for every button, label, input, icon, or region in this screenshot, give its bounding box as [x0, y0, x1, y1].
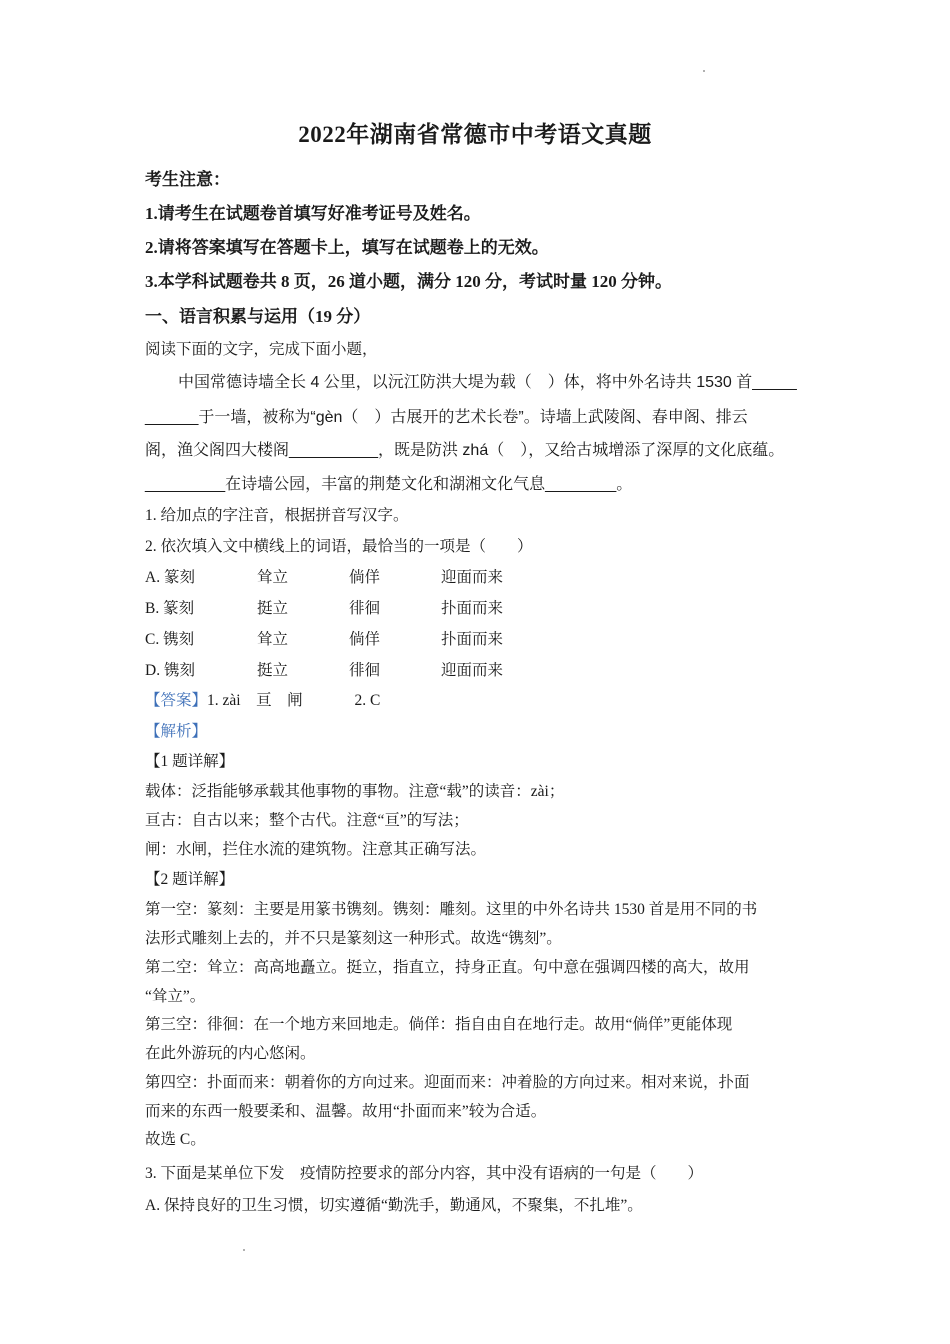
option-word: 耸立	[257, 569, 289, 586]
section-heading: 一、语言积累与运用（19 分）	[145, 307, 371, 326]
option-word: 迎面而来	[441, 569, 504, 586]
question-1: 1. 给加点的字注音，根据拼音写汉字。	[145, 507, 409, 524]
option-word: 扑面而来	[441, 631, 504, 648]
question-3: 3. 下面是某单位下发 疫情防控要求的部分内容，其中没有语病的一句是（ ）	[145, 1165, 704, 1182]
detail-2-line: 第三空：徘徊：在一个地方来回地走。倘佯：指自由自在地行走。故用“倘佯”更能体现	[145, 1016, 733, 1033]
passage-line: 阁，渔父阁四大楼阁__________，既是防洪 zhá（ ），又给古城增添了深厚的文化底蕴。	[145, 442, 785, 459]
answer-line	[145, 688, 380, 710]
option-word: 耸立	[257, 631, 289, 648]
answer-q2-value: 2. C	[354, 692, 381, 709]
option-label: A. 篆刻	[145, 569, 195, 586]
answer-q1-label: 1.	[207, 692, 219, 709]
option-label: C. 镌刻	[145, 631, 195, 648]
option-word: 迎面而来	[441, 662, 504, 679]
option-word: 徘徊	[349, 662, 381, 679]
question-3-option-a: A. 保持良好的卫生习惯，切实遵循“勤洗手，勤通风，不聚集，不扎堆”。	[145, 1197, 643, 1214]
option-word: 挺立	[257, 600, 289, 617]
option-word: 倘佯	[349, 569, 381, 586]
detail-1-line: 闸：水闸，拦住水流的建筑物。注意其正确写法。	[145, 841, 487, 858]
option-word: 倘佯	[349, 631, 381, 648]
analysis-tag: 【解析】	[145, 723, 208, 740]
passage-line: _________在诗墙公园，丰富的荆楚文化和湖湘文化气息________。	[145, 476, 633, 493]
passage-line: 中国常德诗墙全长 4 公里，以沅江防洪大堤为载（ ）体，将中外名诗共 1530 首_____	[178, 374, 797, 391]
detail-1-line: 载体：泛指能够承载其他事物的事物。注意“载”的读音：zài；	[145, 783, 565, 800]
option-label: B. 篆刻	[145, 600, 195, 617]
detail-1-line: 亘古：自古以来；整个古代。注意“亘”的写法；	[145, 812, 469, 829]
detail-2-line: 在此外游玩的内心悠闲。	[145, 1045, 316, 1062]
option-label: D. 镌刻	[145, 662, 195, 679]
option-word: 扑面而来	[441, 600, 504, 617]
answer-tag: 【答案】	[145, 692, 208, 709]
notice-item: 3.本学科试题卷共 8 页，26 道小题，满分 120 分，考试时量 120 分钟。	[145, 272, 672, 291]
notice-item: 2.请将答案填写在答题卡上，填写在试题卷上的无效。	[145, 238, 549, 257]
detail-2-heading: 【2 题详解】	[145, 871, 235, 888]
option-word: 徘徊	[349, 600, 381, 617]
question-2: 2. 依次填入文中横线上的词语，最恰当的一项是（ ）	[145, 538, 533, 555]
detail-2-line: 而来的东西一般要柔和、温馨。故用“扑面而来”较为合适。	[145, 1103, 547, 1120]
detail-2-line: 法形式雕刻上去的，并不只是篆刻这一种形式。故选“镌刻”。	[145, 930, 562, 947]
detail-2-line: 第四空：扑面而来：朝着你的方向过来。迎面而来：冲着脸的方向过来。相对来说，扑面	[145, 1074, 750, 1091]
detail-1-heading: 【1 题详解】	[145, 753, 235, 770]
detail-2-line: 第一空：篆刻：主要是用篆书镌刻。镌刻：雕刻。这里的中外名诗共 1530 首是用不同的书	[145, 901, 758, 918]
answer-q1-value: zài 亘 闸	[222, 692, 303, 709]
detail-2-conclusion: 故选 C。	[145, 1131, 206, 1148]
notice-heading: 考生注意：	[145, 170, 230, 189]
option-word: 挺立	[257, 662, 289, 679]
notice-item: 1.请考生在试题卷首填写好准考证号及姓名。	[145, 204, 481, 223]
passage-line: ______于一墙，被称为“gèn（ ）古展开的艺术长卷”。诗墙上武陵阁、春申阁、排云	[145, 409, 748, 426]
scan-mark	[243, 1249, 245, 1251]
scan-mark	[703, 70, 705, 72]
detail-2-line: “耸立”。	[145, 988, 206, 1005]
page-title: 2022年湖南省常德市中考语文真题	[298, 122, 652, 147]
detail-2-line: 第二空：耸立：高高地矗立。挺立，指直立，持身正直。句中意在强调四楼的高大，故用	[145, 959, 750, 976]
reading-intro: 阅读下面的文字，完成下面小题，	[145, 341, 378, 358]
